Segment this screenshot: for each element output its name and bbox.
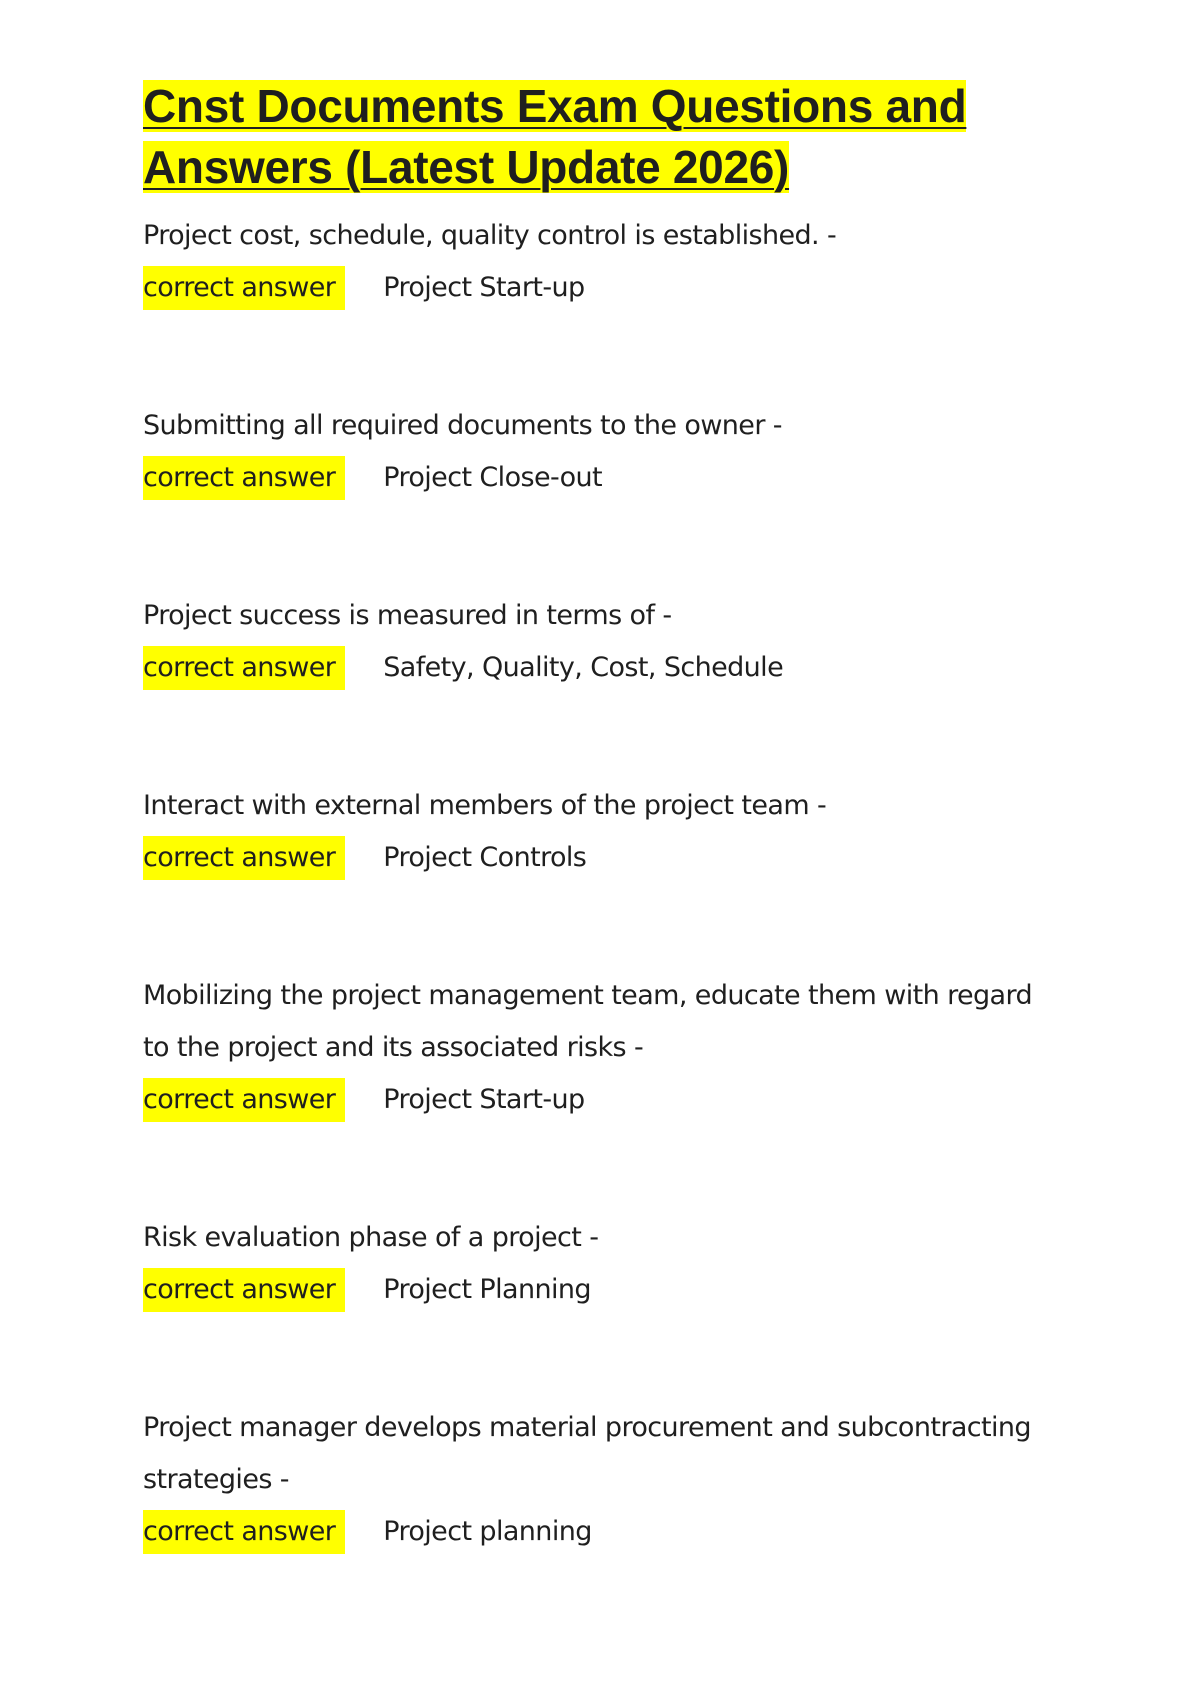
answer-prefix-highlight: correct answer: [143, 456, 345, 500]
answer-prefix-highlight: correct answer: [143, 266, 345, 310]
question-text: Mobilizing the project management team, educate them with regard to the project and its associated risks -: [143, 980, 1033, 1063]
answer-line: [143, 642, 1043, 694]
qa-item: [143, 590, 1043, 694]
question-text: Project success is measured in terms of -: [143, 600, 672, 631]
document-content: [143, 76, 1043, 1558]
answer-line: [143, 1506, 1043, 1558]
answer-prefix-highlight: correct answer: [143, 646, 345, 690]
answer-text: Project planning: [383, 1516, 592, 1547]
answer-text: Project Start-up: [383, 272, 585, 303]
answer-text: Safety, Quality, Cost, Schedule: [383, 652, 784, 683]
answer-prefix-highlight: correct answer: [143, 836, 345, 880]
answer-text: Project Planning: [383, 1274, 591, 1305]
answer-line: [143, 262, 1043, 314]
document-title-text: Cnst Documents Exam Questions and Answers (Latest Update 2026): [143, 80, 967, 193]
answer-line: [143, 1264, 1043, 1316]
qa-item: [143, 970, 1043, 1126]
question-text: Project manager develops material procurement and subcontracting strategies -: [143, 1412, 1031, 1495]
qa-item: [143, 1402, 1043, 1558]
qa-item: [143, 780, 1043, 884]
qa-item: [143, 210, 1043, 314]
qa-item: [143, 400, 1043, 504]
question-text: Risk evaluation phase of a project -: [143, 1222, 599, 1253]
document-title: [143, 76, 1043, 198]
question-text: Submitting all required documents to the owner -: [143, 410, 782, 441]
answer-line: [143, 1074, 1043, 1126]
answer-line: [143, 452, 1043, 504]
answer-text: Project Controls: [383, 842, 587, 873]
answer-prefix-highlight: correct answer: [143, 1510, 345, 1554]
answer-text: Project Close-out: [383, 462, 603, 493]
question-text: Project cost, schedule, quality control is established. -: [143, 220, 837, 251]
answer-prefix-highlight: correct answer: [143, 1268, 345, 1312]
question-text: Interact with external members of the project team -: [143, 790, 827, 821]
qa-item: [143, 1212, 1043, 1316]
answer-line: [143, 832, 1043, 884]
answer-prefix-highlight: correct answer: [143, 1078, 345, 1122]
answer-text: Project Start-up: [383, 1084, 585, 1115]
